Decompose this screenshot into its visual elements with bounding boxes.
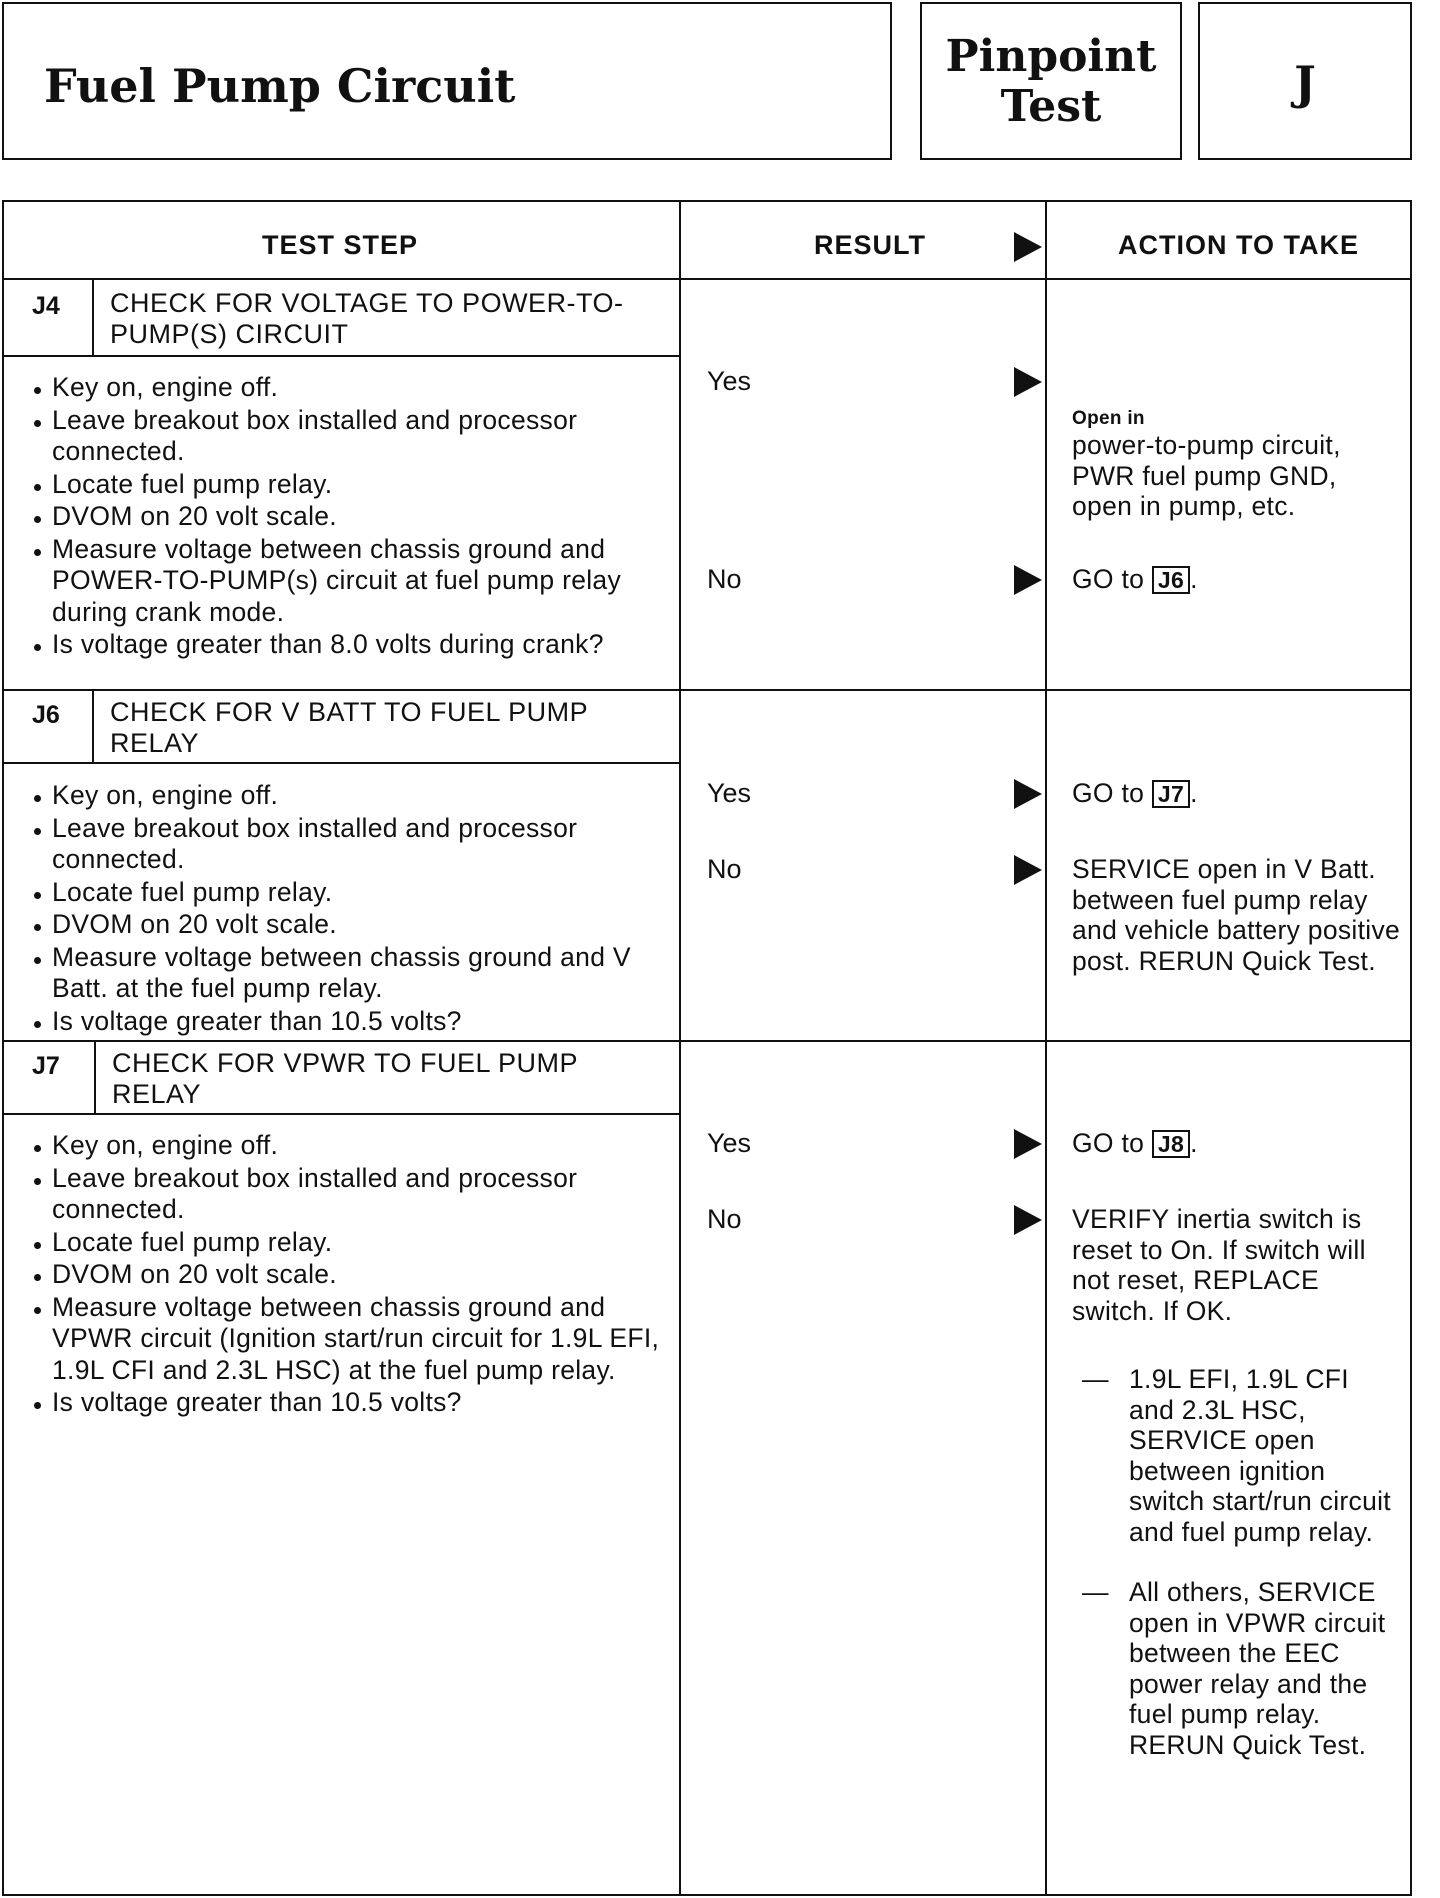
step-reference-j7[interactable]: J7: [1152, 780, 1190, 808]
list-item: DVOM on 20 volt scale.: [32, 1259, 662, 1291]
action-j6-yes: GO to J7 .: [1072, 778, 1198, 808]
result-yes-j4: Yes: [707, 366, 752, 396]
test-label: Test: [1000, 81, 1102, 132]
list-item: Leave breakout box installed and processor connected.: [32, 813, 662, 876]
action-j7-no: VERIFY inertia switch is reset to On. If switch will not reset, REPLACE switch. If OK.: [1072, 1204, 1366, 1326]
test-letter-box: [1198, 2, 1412, 160]
step-reference-j8[interactable]: J8: [1152, 1130, 1190, 1158]
list-item: — All others, SERVICE open in VPWR circuit between the EEC power relay and the fuel pump relay. RERUN Quick Test.: [1082, 1577, 1386, 1760]
action-j4-yes: Open in power-to-pump circuit, PWR fuel pump GND, open in pump, etc.: [1072, 408, 1341, 521]
list-item: Key on, engine off.: [32, 780, 662, 812]
action-j7-yes: GO to J8 .: [1072, 1128, 1198, 1158]
column-divider-action: [1045, 202, 1047, 1894]
step-title-j7: CHECK FOR VPWR TO FUEL PUMP RELAY: [112, 1048, 579, 1109]
step-divider: [4, 1040, 1410, 1042]
result-yes-j6: Yes: [707, 778, 752, 808]
pinpoint-label: Pinpoint: [945, 31, 1157, 82]
step-id-divider: [92, 689, 94, 762]
result-no-j6: No: [707, 854, 742, 884]
dash-marker: —: [1082, 1577, 1109, 1607]
step-id-divider: [92, 278, 94, 355]
result-no-j4: No: [707, 564, 742, 594]
step-id-divider: [94, 1040, 96, 1113]
list-item: Leave breakout box installed and processor connected.: [32, 405, 662, 468]
list-item: Locate fuel pump relay.: [32, 469, 662, 501]
step-bullets-j6: [32, 780, 662, 1038]
arrow-icon: [1014, 367, 1042, 397]
arrow-icon: [1014, 232, 1042, 262]
arrow-icon: [1014, 1205, 1042, 1235]
step-id-j4: J4: [32, 292, 60, 320]
list-item: Key on, engine off.: [32, 372, 662, 404]
header-row-divider: [4, 278, 1410, 280]
list-item: DVOM on 20 volt scale.: [32, 909, 662, 941]
list-item: Leave breakout box installed and processor connected.: [32, 1163, 662, 1226]
pinpoint-test-box: [920, 2, 1182, 160]
step-title-j6: CHECK FOR V BATT TO FUEL PUMP RELAY: [110, 697, 589, 758]
list-item: Is voltage greater than 10.5 volts?: [32, 1006, 662, 1038]
step-title-divider: [4, 762, 679, 764]
arrow-icon: [1014, 855, 1042, 885]
list-item: Locate fuel pump relay.: [32, 877, 662, 909]
arrow-icon: [1014, 565, 1042, 595]
arrow-icon: [1014, 779, 1042, 809]
page-title: Fuel Pump Circuit: [44, 59, 516, 113]
step-divider: [4, 689, 1410, 691]
step-bullets-j7: [32, 1130, 662, 1420]
result-no-j7: No: [707, 1204, 742, 1234]
action-j7-no-sublist: [1072, 1364, 1392, 1760]
step-title-divider: [4, 1113, 679, 1115]
list-item: DVOM on 20 volt scale.: [32, 501, 662, 533]
step-title-j4: CHECK FOR VOLTAGE TO POWER-TO- PUMP(S) CIRCUIT: [110, 288, 624, 349]
list-item: Key on, engine off.: [32, 1130, 662, 1162]
list-item: Locate fuel pump relay.: [32, 1227, 662, 1259]
column-header-result: RESULT: [814, 230, 926, 260]
list-item: Is voltage greater than 8.0 volts during crank?: [32, 629, 662, 661]
column-divider-result: [679, 202, 681, 1894]
column-header-test-step: TEST STEP: [262, 230, 419, 260]
step-reference-j6[interactable]: J6: [1152, 566, 1190, 594]
step-id-j6: J6: [32, 701, 60, 729]
result-yes-j7: Yes: [707, 1128, 752, 1158]
action-j6-no: SERVICE open in V Batt. between fuel pump relay and vehicle battery positive post. RERUN Quick Test.: [1072, 854, 1401, 976]
list-item: Measure voltage between chassis ground and POWER-TO-PUMP(s) circuit at fuel pump relay during crank mode.: [32, 534, 662, 629]
dash-marker: —: [1082, 1364, 1109, 1394]
list-item: Is voltage greater than 10.5 volts?: [32, 1387, 662, 1419]
column-header-action: ACTION TO TAKE: [1118, 230, 1359, 260]
step-title-divider: [4, 355, 679, 357]
list-item: — 1.9L EFI, 1.9L CFI and 2.3L HSC, SERVICE open between ignition switch start/run circuit and fuel pump relay.: [1082, 1364, 1391, 1547]
step-bullets-j4: [32, 372, 662, 662]
arrow-icon: [1014, 1129, 1042, 1159]
header-title-box: [2, 2, 892, 160]
step-id-j7: J7: [32, 1052, 60, 1080]
list-item: Measure voltage between chassis ground and V Batt. at the fuel pump relay.: [32, 942, 662, 1005]
test-letter: J: [1294, 56, 1316, 110]
pinpoint-table: [2, 200, 1412, 1896]
action-j4-no: GO to J6 .: [1072, 564, 1198, 594]
list-item: Measure voltage between chassis ground and VPWR circuit (Ignition start/run circuit for 1.9L EFI, 1.9L CFI and 2.3L HSC) at the fuel pump relay.: [32, 1292, 662, 1387]
